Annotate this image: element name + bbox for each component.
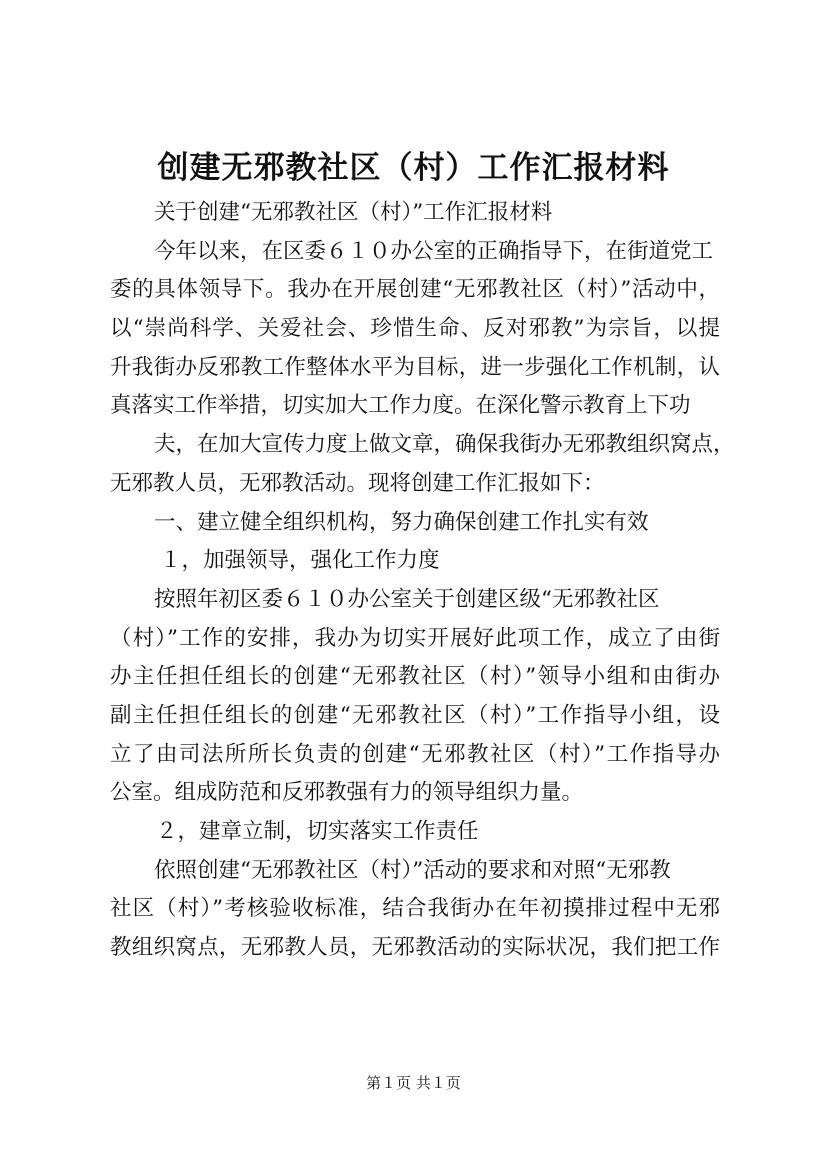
paragraph-line: 社区（村）”考核验收标准，结合我街办在年初摸排过程中无邪 <box>110 896 720 922</box>
page-number-footer: 第１页 共１页 <box>366 1074 461 1092</box>
subsection-heading: １，加强领导，强化工作力度 <box>160 548 440 574</box>
paragraph-line: （村）”工作的安排，我办为切实开展好此项工作，成立了由街 <box>110 625 720 651</box>
paragraph-line: 以“崇尚科学、关爱社会、珍惜生命、反对邪教”为宗旨，以提 <box>110 316 720 342</box>
subtitle-line: 关于创建“无邪教社区（村）”工作汇报材料 <box>154 200 553 225</box>
paragraph-line: 副主任担任组长的创建“无邪教社区（村）”工作指导小组，设 <box>110 702 720 728</box>
paragraph-line: 公室。组成防范和反邪教强有力的领导组织力量。 <box>110 780 584 806</box>
paragraph-line: 真落实工作举措，切实加大工作力度。在深化警示教育上下功 <box>110 393 691 419</box>
paragraph-line: 委的具体领导下。我办在开展创建“无邪教社区（村）”活动中， <box>110 277 720 303</box>
paragraph-line: 依照创建“无邪教社区（村）”活动的要求和对照“无邪教 <box>154 857 671 883</box>
document-body <box>110 194 735 968</box>
document-title: 创建无邪教社区（村）工作汇报材料 <box>157 150 670 186</box>
paragraph-line: 今年以来，在区委６１０办公室的正确指导下，在街道党工 <box>154 238 714 264</box>
paragraph-line: 立了由司法所所长负责的创建“无邪教社区（村）”工作指导办 <box>110 741 720 767</box>
paragraph-line: 教组织窝点，无邪教人员，无邪教活动的实际状况，我们把工作 <box>110 935 720 961</box>
paragraph-line: 办主任担任组长的创建“无邪教社区（村）”领导小组和由街办 <box>110 664 720 690</box>
paragraph-line: 夫，在加大宣传力度上做文章，确保我街办无邪教组织窝点， <box>154 432 735 458</box>
subsection-heading: ２，建章立制，切实落实工作责任 <box>156 819 479 844</box>
paragraph-line: 升我街办反邪教工作整体水平为目标，进一步强化工作机制，认 <box>110 354 720 380</box>
paragraph-line: 无邪教人员，无邪教活动。现将创建工作汇报如下： <box>110 470 605 496</box>
paragraph-line: 按照年初区委６１０办公室关于创建区级“无邪教社区 <box>154 586 660 612</box>
section-heading: 一、建立健全组织机构，努力确保创建工作扎实有效 <box>154 509 649 535</box>
